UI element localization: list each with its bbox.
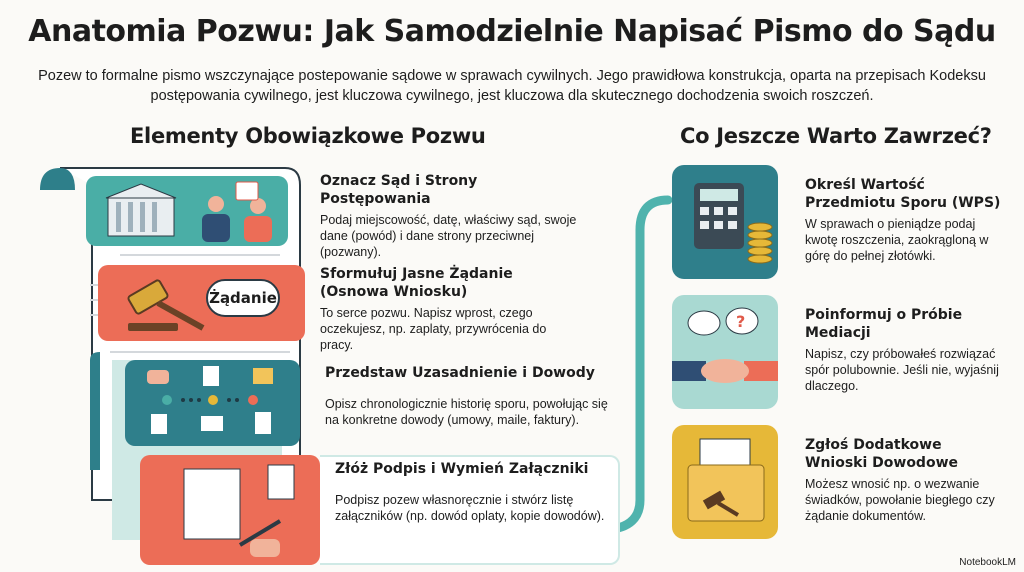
signing-document-icon xyxy=(140,455,320,565)
gavel-icon xyxy=(108,273,218,335)
item-claim xyxy=(320,265,560,353)
right-section-heading: Co Jeszcze Warto Zawrzeć? xyxy=(680,124,992,148)
item-wps xyxy=(805,176,1005,264)
item-title: Przedstaw Uzasadnienie i Dowody xyxy=(325,365,595,381)
item-mediation xyxy=(805,306,1005,394)
item-title: Złóż Podpis i Wymień Załączniki xyxy=(335,461,589,477)
handshake-icon xyxy=(672,295,778,409)
item-text: Napisz, czy próbowałeś rozwiązać spór polubownie. Jeśli nie, wyjaśnij dlaczego. xyxy=(805,347,999,393)
item-title: Oznacz Sąd i Strony Postępowania xyxy=(320,173,478,207)
panel-signature xyxy=(140,455,320,565)
page-title: Anatomia Pozwu: Jak Samodzielnie Napisać Pismo do Sądu xyxy=(28,14,996,49)
item-text: Opisz chronologicznie historię sporu, powołując się na konkretne dowody (umowy, maile, faktury). xyxy=(325,397,608,427)
calculator-coins-icon xyxy=(672,165,778,279)
item-text: Możesz wnosić np. o wezwanie świadków, powołanie biegłego czy żądanie dokumentów. xyxy=(805,477,995,523)
item-court-parties xyxy=(320,172,580,260)
subtitle: Pozew to formalne pismo wszczynające postepowanie sądowe w sprawach cywilnych. Jego prawidłowa konstrukcja, oparta na przepisach Kodeksu postępowania cywilnego, jest kluczowa cywilnego, jest kluczowa dla skutecznego dochodzenia swoich roszczeń. xyxy=(38,68,986,104)
item-text: W sprawach o pieniądze podaj kwotę roszczenia, zaokrągloną w górę do pełnej złotówki. xyxy=(805,217,989,263)
item-title: Określ Wartość Przedmiotu Sporu (WPS) xyxy=(805,177,1001,211)
item-title: Zgłoś Dodatkowe Wnioski Dowodowe xyxy=(805,437,959,471)
item-signature xyxy=(335,460,615,524)
panel-evidence xyxy=(125,360,300,446)
folder-gavel-icon xyxy=(672,425,778,539)
notebooklm-watermark: NotebookLM xyxy=(959,557,1016,568)
item-evidence-motions xyxy=(805,436,1005,524)
panel-claim xyxy=(98,265,305,341)
item-title: Sformułuj Jasne Żądanie (Osnowa Wniosku) xyxy=(320,266,513,300)
left-section-heading: Elementy Obowiązkowe Pozwu xyxy=(130,124,486,148)
panel-court-parties xyxy=(86,176,288,246)
court-building-people-icon xyxy=(86,176,288,246)
svg-text:?: ? xyxy=(736,312,746,331)
evidence-timeline-icon xyxy=(125,360,300,446)
item-text: Podaj miejscowość, datę, właściwy sąd, swoje dane (powód) i dane strony przeciwnej (pozwany). xyxy=(320,213,577,259)
item-text: To serce pozwu. Napisz wprost, czego oczekujesz, np. zaplaty, przywrócenia do pracy. xyxy=(320,306,547,352)
item-title: Poinformuj o Próbie Mediacji xyxy=(805,307,963,341)
item-evidence xyxy=(325,364,615,428)
zadanie-speech-bubble: Żądanie xyxy=(206,279,280,317)
item-text: Podpisz pozew własnoręcznie i stwórz listę załączników (np. dowód oplaty, kopie dowodów). xyxy=(335,493,605,523)
